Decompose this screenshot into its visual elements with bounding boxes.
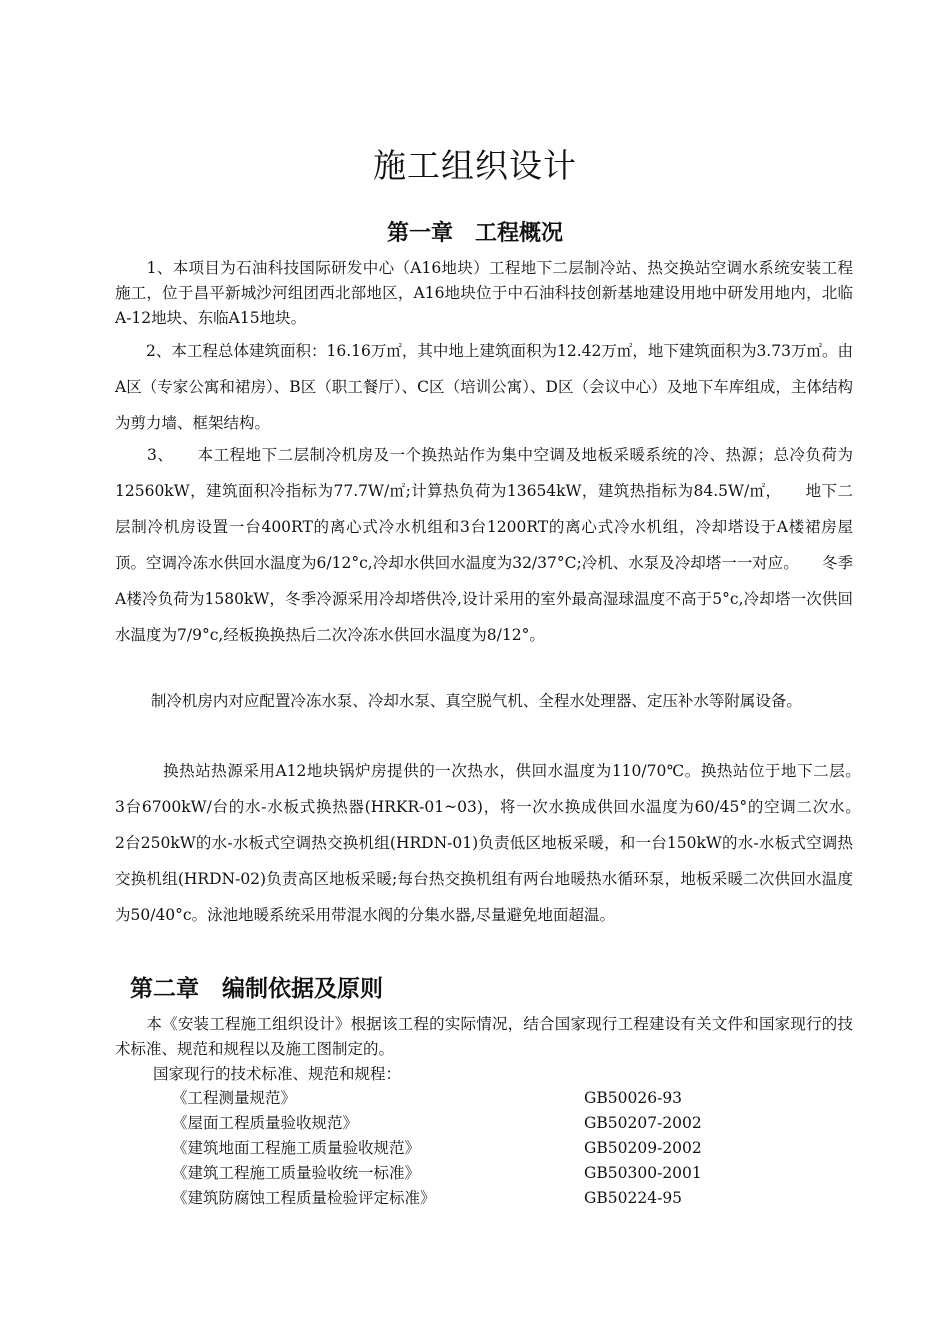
standard-row	[172, 1086, 772, 1111]
standards-intro: 国家现行的技术标准、规范和规程：	[153, 1065, 402, 1083]
standard-row	[172, 1186, 772, 1211]
chapter-1-paragraph-4: 制冷机房内对应配置冷冻水泵、冷却水泵、真空脱气机、全程水处理器、定压补水等附属设备。	[115, 692, 802, 710]
chapter-1-heading: 第一章 工程概况	[386, 221, 563, 246]
standard-code: GB50224-95	[584, 1189, 683, 1207]
standard-name: 《工程测量规范》	[172, 1089, 297, 1107]
standard-name: 《建筑工程施工质量验收统一标准》	[172, 1164, 421, 1182]
document-title: 施工组织设计	[373, 146, 577, 185]
chapter-1-paragraph-1: 1、本项目为石油科技国际研发中心（A16地块）工程地下二层制冷站、热交换站空调水系统安装工程施工，位于昌平新城沙河组团西北部地区，A16地块位于中石油科技创新基地建设用地中研发用地内，北临A-12地块、东临A15地块。	[115, 259, 853, 327]
standard-row	[172, 1161, 772, 1186]
standard-code: GB50026-93	[584, 1089, 683, 1107]
chapter-1-paragraph-3: 3、 本工程地下二层制冷机房及一个换热站作为集中空调及地板采暖系统的冷、热源；总冷负荷为12560kW，建筑面积冷指标为77.7W/㎡;计算热负荷为13654kW，建筑热指标为84.5W/㎡， 地下二层制冷机房设置一台400RT的离心式冷水机组和3台1200RT的离心式冷水机组，冷却塔设于A楼裙房屋顶。空调冷冻水供回水温度为6/12°c,冷却水供回水温度为32/37°C;冷机、水泵及冷却塔一一对应。 冬季A楼冷负荷为1580kW，冬季冷源采用冷却塔供冷,设计采用的室外最高湿球温度不高于5°c,冷却塔一次供回水温度为7/9°c,经板换换热后二次冷冻水供回水温度为8/12°。	[115, 446, 853, 644]
standard-code: GB50300-2001	[584, 1164, 702, 1182]
chapter-1-paragraph-2: 2、本工程总体建筑面积：16.16万㎡，其中地上建筑面积为12.42万㎡，地下建筑面积为3.73万㎡。由A区（专家公寓和裙房）、B区（职工餐厅）、C区（培训公寓）、D区（会议中心）及地下车库组成，主体结构为剪力墙、框架结构。	[115, 342, 853, 432]
standard-code: GB50207-2002	[584, 1114, 702, 1132]
chapter-2-heading: 第二章 编制依据及原则	[130, 976, 383, 1002]
chapter-2-paragraph-1: 本《安装工程施工组织设计》根据该工程的实际情况，结合国家现行工程建设有关文件和国家现行的技术标准、规范和规程以及施工图制定的。	[115, 1015, 853, 1058]
standard-code: GB50209-2002	[584, 1139, 702, 1157]
chapter-1-paragraph-5: 换热站热源采用A12地块锅炉房提供的一次热水，供回水温度为110/70℃。换热站位于地下二层。 3台6700kW/台的水-水板式换热器(HRKR-01~03)，将一次水换成供回水温度为60/45°的空调二次水。 2台250kW的水-水板式空调热交换机组(HRDN-01)负责低区地板采暖，和一台150kW的水-水板式空调热交换机组(HRDN-02)负责高区地板采暖;每台热交换机组有两台地暖热水循环泵，地板采暖二次供回水温度为50/40°c。泳池地暖系统采用带混水阀的分集水器,尽量避免地面超温。	[115, 762, 885, 924]
standard-name: 《屋面工程质量验收规范》	[172, 1114, 359, 1132]
standard-name: 《建筑地面工程施工质量验收规范》	[172, 1139, 421, 1157]
standard-row	[172, 1111, 772, 1136]
standard-name: 《建筑防腐蚀工程质量检验评定标准》	[172, 1189, 436, 1207]
standard-row	[172, 1136, 772, 1161]
